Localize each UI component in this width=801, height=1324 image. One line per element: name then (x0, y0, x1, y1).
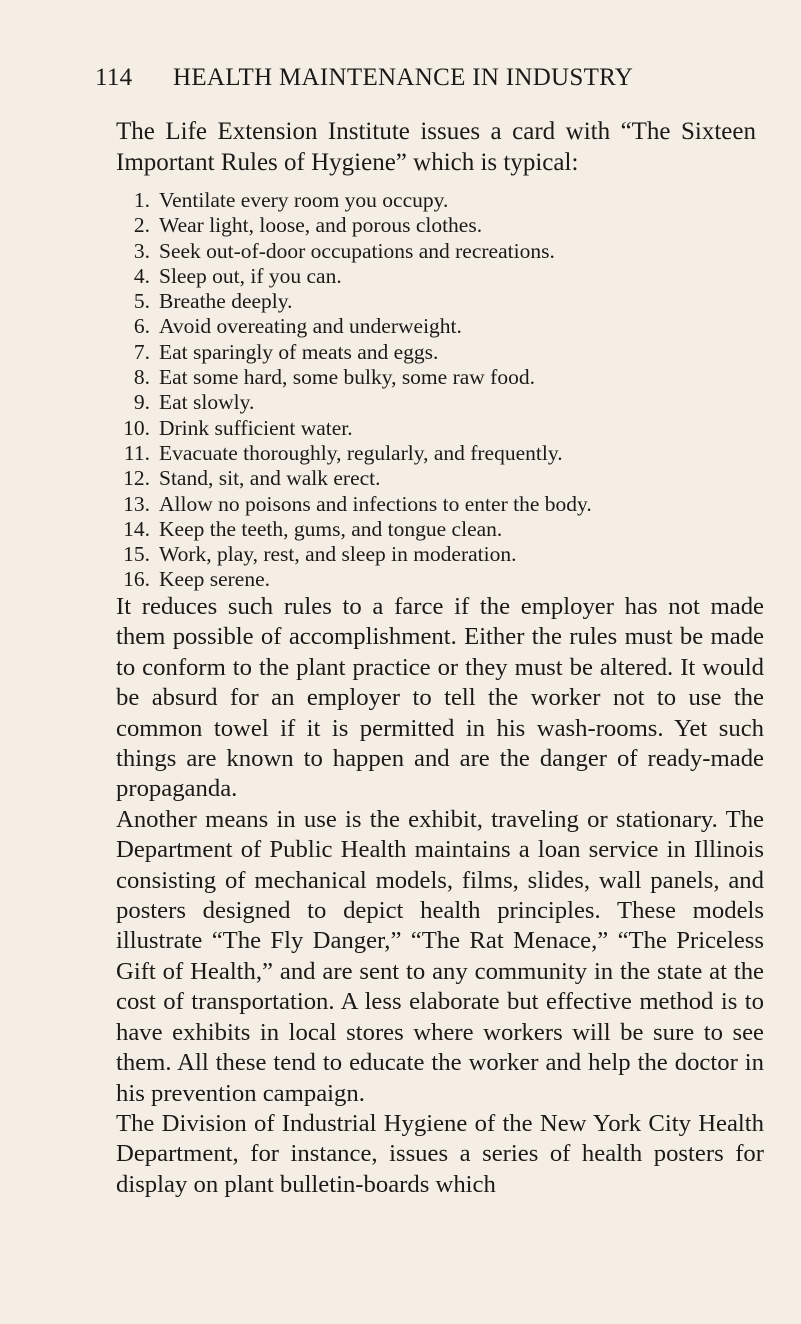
list-item (116, 365, 756, 390)
rule-number: 9. (133, 390, 150, 415)
rule-text: Drink sufficient water. (159, 415, 353, 440)
paragraph: Another means in use is the exhibit, traveling or stationary. The Department of Public Health maintains a loan service in Illinois consisting of mechanical models, films, slides, wall panels, and posters designed to depict health principles. These models illustrate “The Fly Danger,” “The Rat Menace,” “The Priceless Gift of Health,” and are sent to any community in the state at the cost of transportation. A less elaborate but effective method is to have exhibits in local stores where workers will be sure to see them. All these tend to educate the worker and help the doctor in his prevention campaign. (116, 805, 764, 1107)
rule-number: 11. (123, 440, 150, 465)
list-item (116, 542, 756, 567)
list-item (116, 188, 756, 213)
list-item (116, 289, 756, 314)
list-item (116, 416, 756, 441)
rule-text: Allow no poisons and infections to enter the body. (159, 491, 592, 516)
rule-number: 1. (133, 188, 150, 212)
rule-number: 3. (133, 238, 150, 263)
paragraph: The Division of Industrial Hygiene of the New York City Health Department, for instance, issues a series of health posters for display on plant bulletin-boards which (116, 1109, 764, 1198)
rule-number: 2. (133, 213, 150, 238)
rule-number: 14. (123, 516, 150, 541)
list-item (116, 239, 756, 264)
rule-text: Wear light, loose, and porous clothes. (159, 213, 483, 238)
list-item (116, 213, 756, 238)
rule-number: 6. (133, 314, 150, 339)
rule-text: Evacuate thoroughly, regularly, and frequently. (159, 440, 563, 465)
rule-text: Eat some hard, some bulky, some raw food. (159, 365, 535, 390)
intro-paragraph: The Life Extension Institute issues a card with “The Sixteen Important Rules of Hygiene” which is typical: (116, 118, 756, 176)
running-title: HEALTH MAINTENANCE IN INDUSTRY (173, 64, 634, 91)
list-item (116, 340, 756, 365)
list-item (116, 264, 756, 289)
rule-number: 13. (123, 491, 150, 516)
rule-text: Keep serene. (159, 567, 271, 592)
rule-number: 5. (133, 289, 150, 314)
list-item (116, 314, 756, 339)
rule-text: Avoid overeating and underweight. (159, 314, 462, 339)
list-item (116, 466, 756, 491)
rule-text: Sleep out, if you can. (159, 263, 342, 288)
rule-number: 8. (133, 365, 150, 390)
rule-number: 16. (123, 567, 150, 592)
list-item (116, 567, 756, 592)
rule-text: Stand, sit, and walk erect. (159, 466, 381, 491)
rule-text: Ventilate every room you occupy. (159, 188, 449, 212)
list-item (116, 441, 756, 466)
list-item (116, 390, 756, 415)
rule-text: Keep the teeth, gums, and tongue clean. (159, 516, 503, 541)
rule-text: Eat sparingly of meats and eggs. (159, 339, 439, 364)
rule-number: 15. (123, 542, 150, 567)
running-header (95, 64, 755, 92)
paragraph: It reduces such rules to a farce if the employer has not made them possible of accomplishment. Either the rules must be made to conform to the plant practice or they must be altered. It would be absurd for an employer to tell the worker not to use the common towel if it is permitted in his wash-rooms. Yet such things are known to happen and are the danger of ready-made propaganda. (116, 593, 764, 803)
rule-number: 12. (123, 466, 150, 491)
rule-text: Breathe deeply. (159, 289, 293, 314)
rule-number: 4. (133, 263, 150, 288)
rule-text: Seek out-of-door occupations and recreations. (159, 238, 555, 263)
page-number: 114 (95, 64, 133, 91)
rule-text: Eat slowly. (159, 390, 255, 415)
list-item (116, 517, 756, 542)
list-item (116, 492, 756, 517)
hygiene-rules-list (116, 188, 756, 593)
rule-number: 10. (123, 415, 150, 440)
rule-number: 7. (133, 339, 150, 364)
body-text (116, 592, 764, 1200)
rule-text: Work, play, rest, and sleep in moderation. (159, 542, 517, 567)
